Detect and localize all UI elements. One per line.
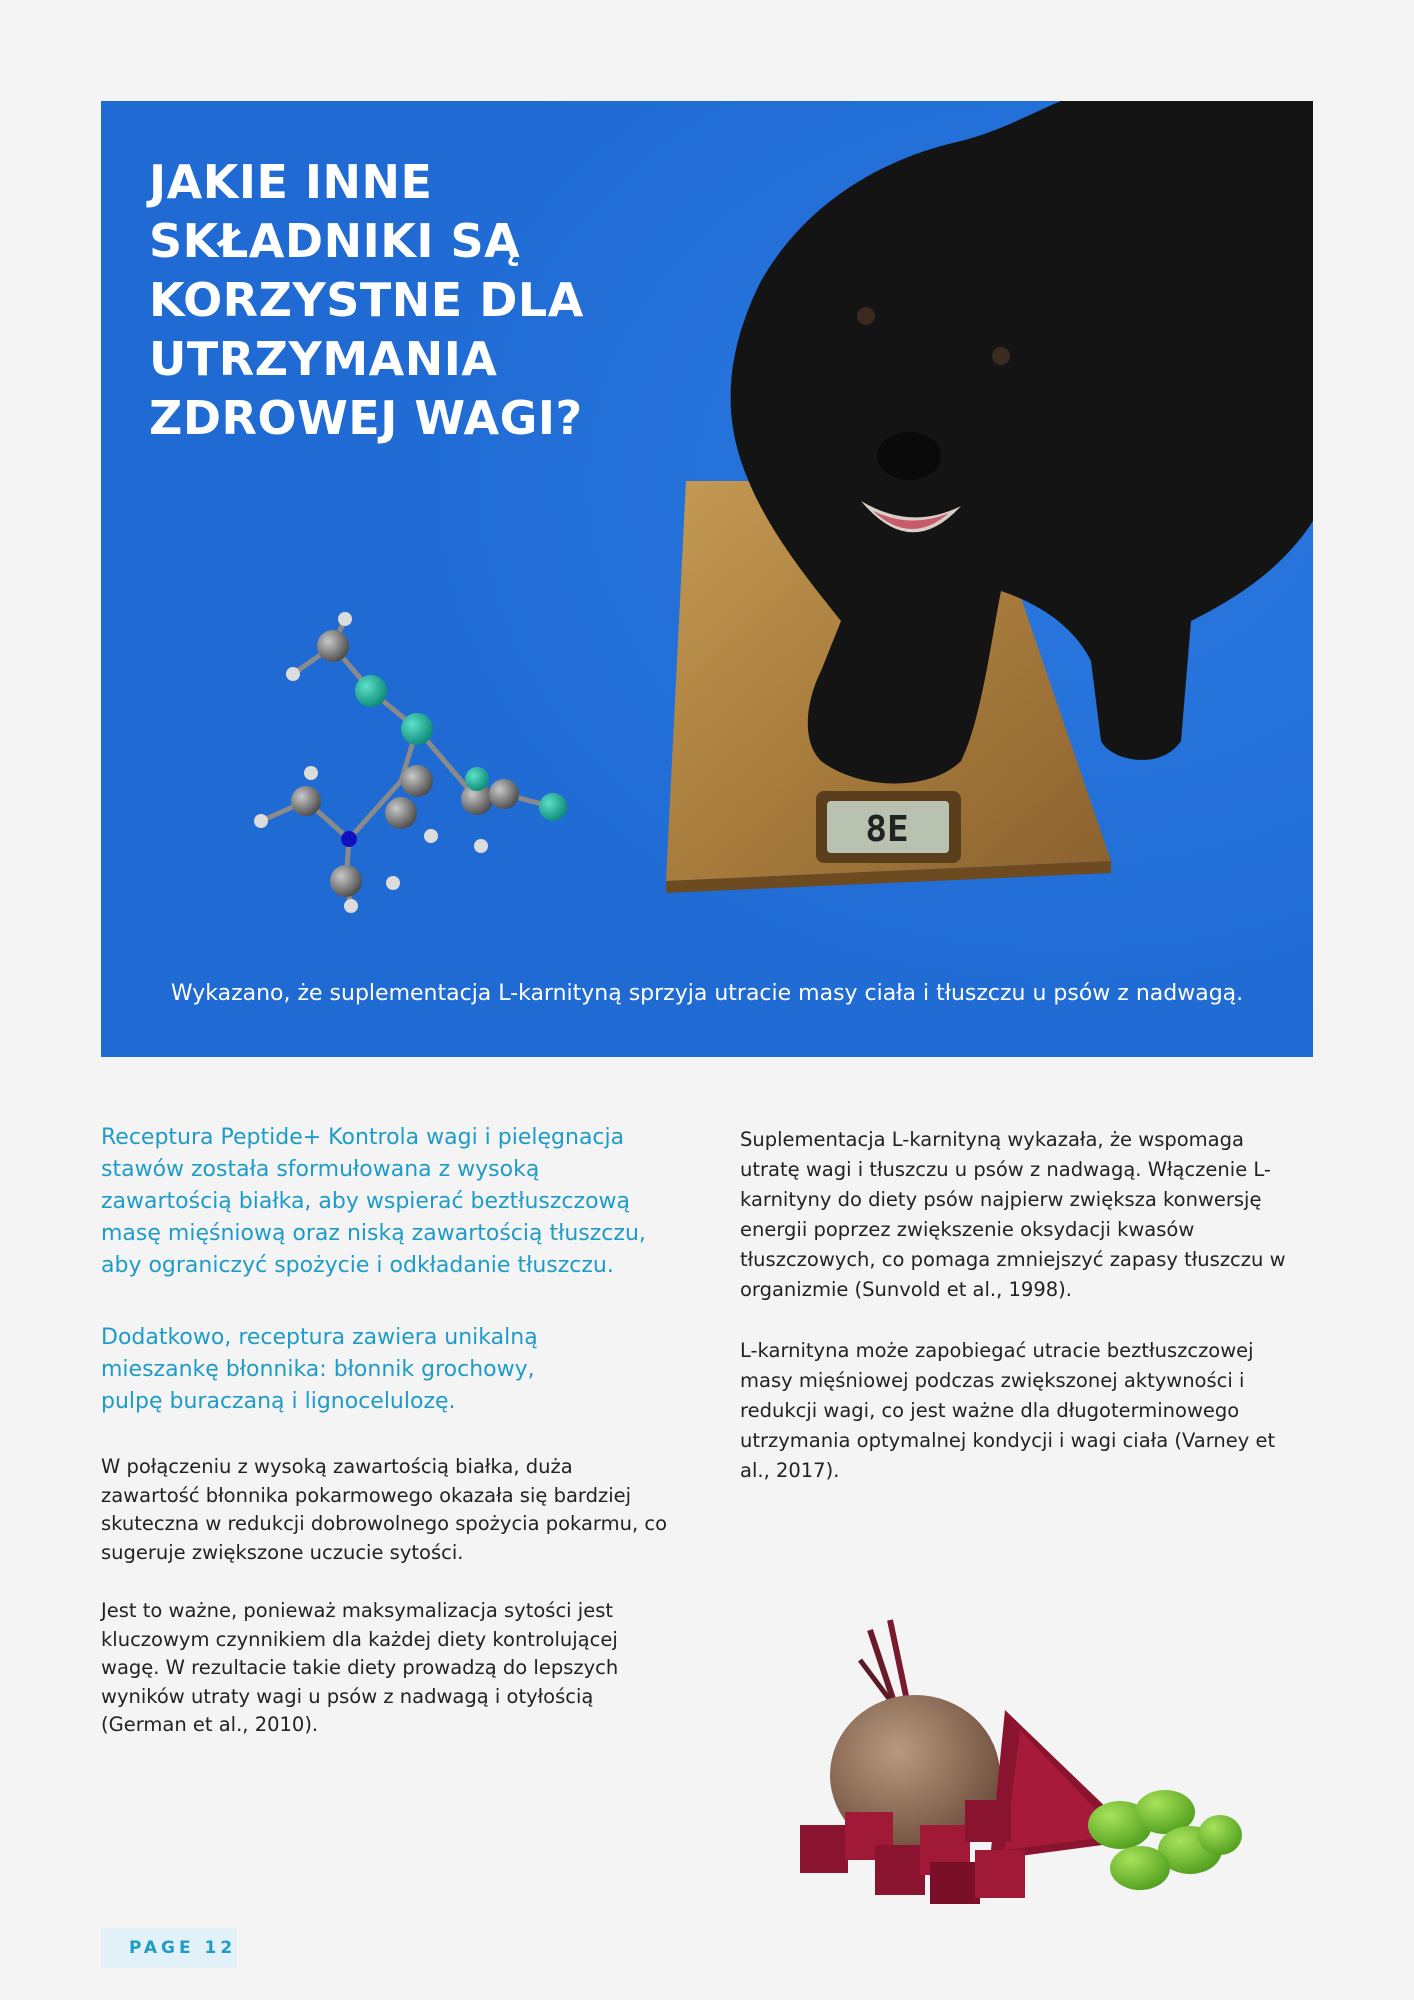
- hero-caption: Wykazano, że suplementacja L-karnityną sprzyja utracie masy ciała i tłuszczu u psów z nadwagą.: [170, 981, 1244, 1006]
- accent-paragraph-2: Dodatkowo, receptura zawiera unikalną mieszankę błonnika: błonnik grochowy, pulpę buraczaną i lignocelulozę.: [101, 1325, 538, 1414]
- hero-banner: [101, 101, 1313, 1057]
- body-paragraph-right-1: Suplementacja L-karnityną wykazała, że wspomaga utratę wagi i tłuszczu u psów z nadwagą. Włączenie L-karnityny do diety psów najpierw zwiększa konwersję energii poprzez zwiększenie oksydacji kwasów tłuszczowych, co pomaga zmniejszyć zapasy tłuszczu w organizmie (Sunvold et al., 1998).: [740, 1128, 1286, 1301]
- page-number-label: PAGE 12: [129, 1938, 237, 1958]
- scale-display: 8E: [865, 809, 909, 850]
- accent-paragraph-1: Receptura Peptide+ Kontrola wagi i pielęgnacja stawów została sformułowana z wysoką zawartością białka, aby wspierać beztłuszczową masę mięśniową oraz niską zawartością tłuszczu, aby ograniczyć spożycie i odkładanie tłuszczu.: [101, 1125, 646, 1278]
- beetroot-and-peas-icon: [790, 1600, 1250, 1910]
- page-number-badge: [101, 1928, 237, 1968]
- hero-title: JAKIE INNE SKŁADNIKI SĄ KORZYSTNE DLA UTRZYMANIA ZDROWEJ WAGI?: [149, 155, 584, 445]
- body-paragraph-right-2: L-karnityna może zapobiegać utracie beztłuszczowej masy mięśniowej podczas zwiększonej aktywności i redukcji wagi, co jest ważne dla długoterminowego utrzymania optymalnej kondycji i wagi ciała (Varney et al., 2017).: [740, 1339, 1276, 1482]
- body-paragraph-left-1: W połączeniu z wysoką zawartością białka, duża zawartość błonnika pokarmowego okazała się bardziej skuteczna w redukcji dobrowolnego spożycia pokarmu, co sugeruje zwiększone uczucie sytości.: [101, 1455, 668, 1564]
- body-paragraph-left-2: Jest to ważne, ponieważ maksymalizacja sytości jest kluczowym czynnikiem dla każdej diety kontrolującej wagę. W rezultacie takie diety prowadzą do lepszych wyników utraty wagi u psów z nadwagą i otyłością (German et al., 2010).: [101, 1599, 619, 1736]
